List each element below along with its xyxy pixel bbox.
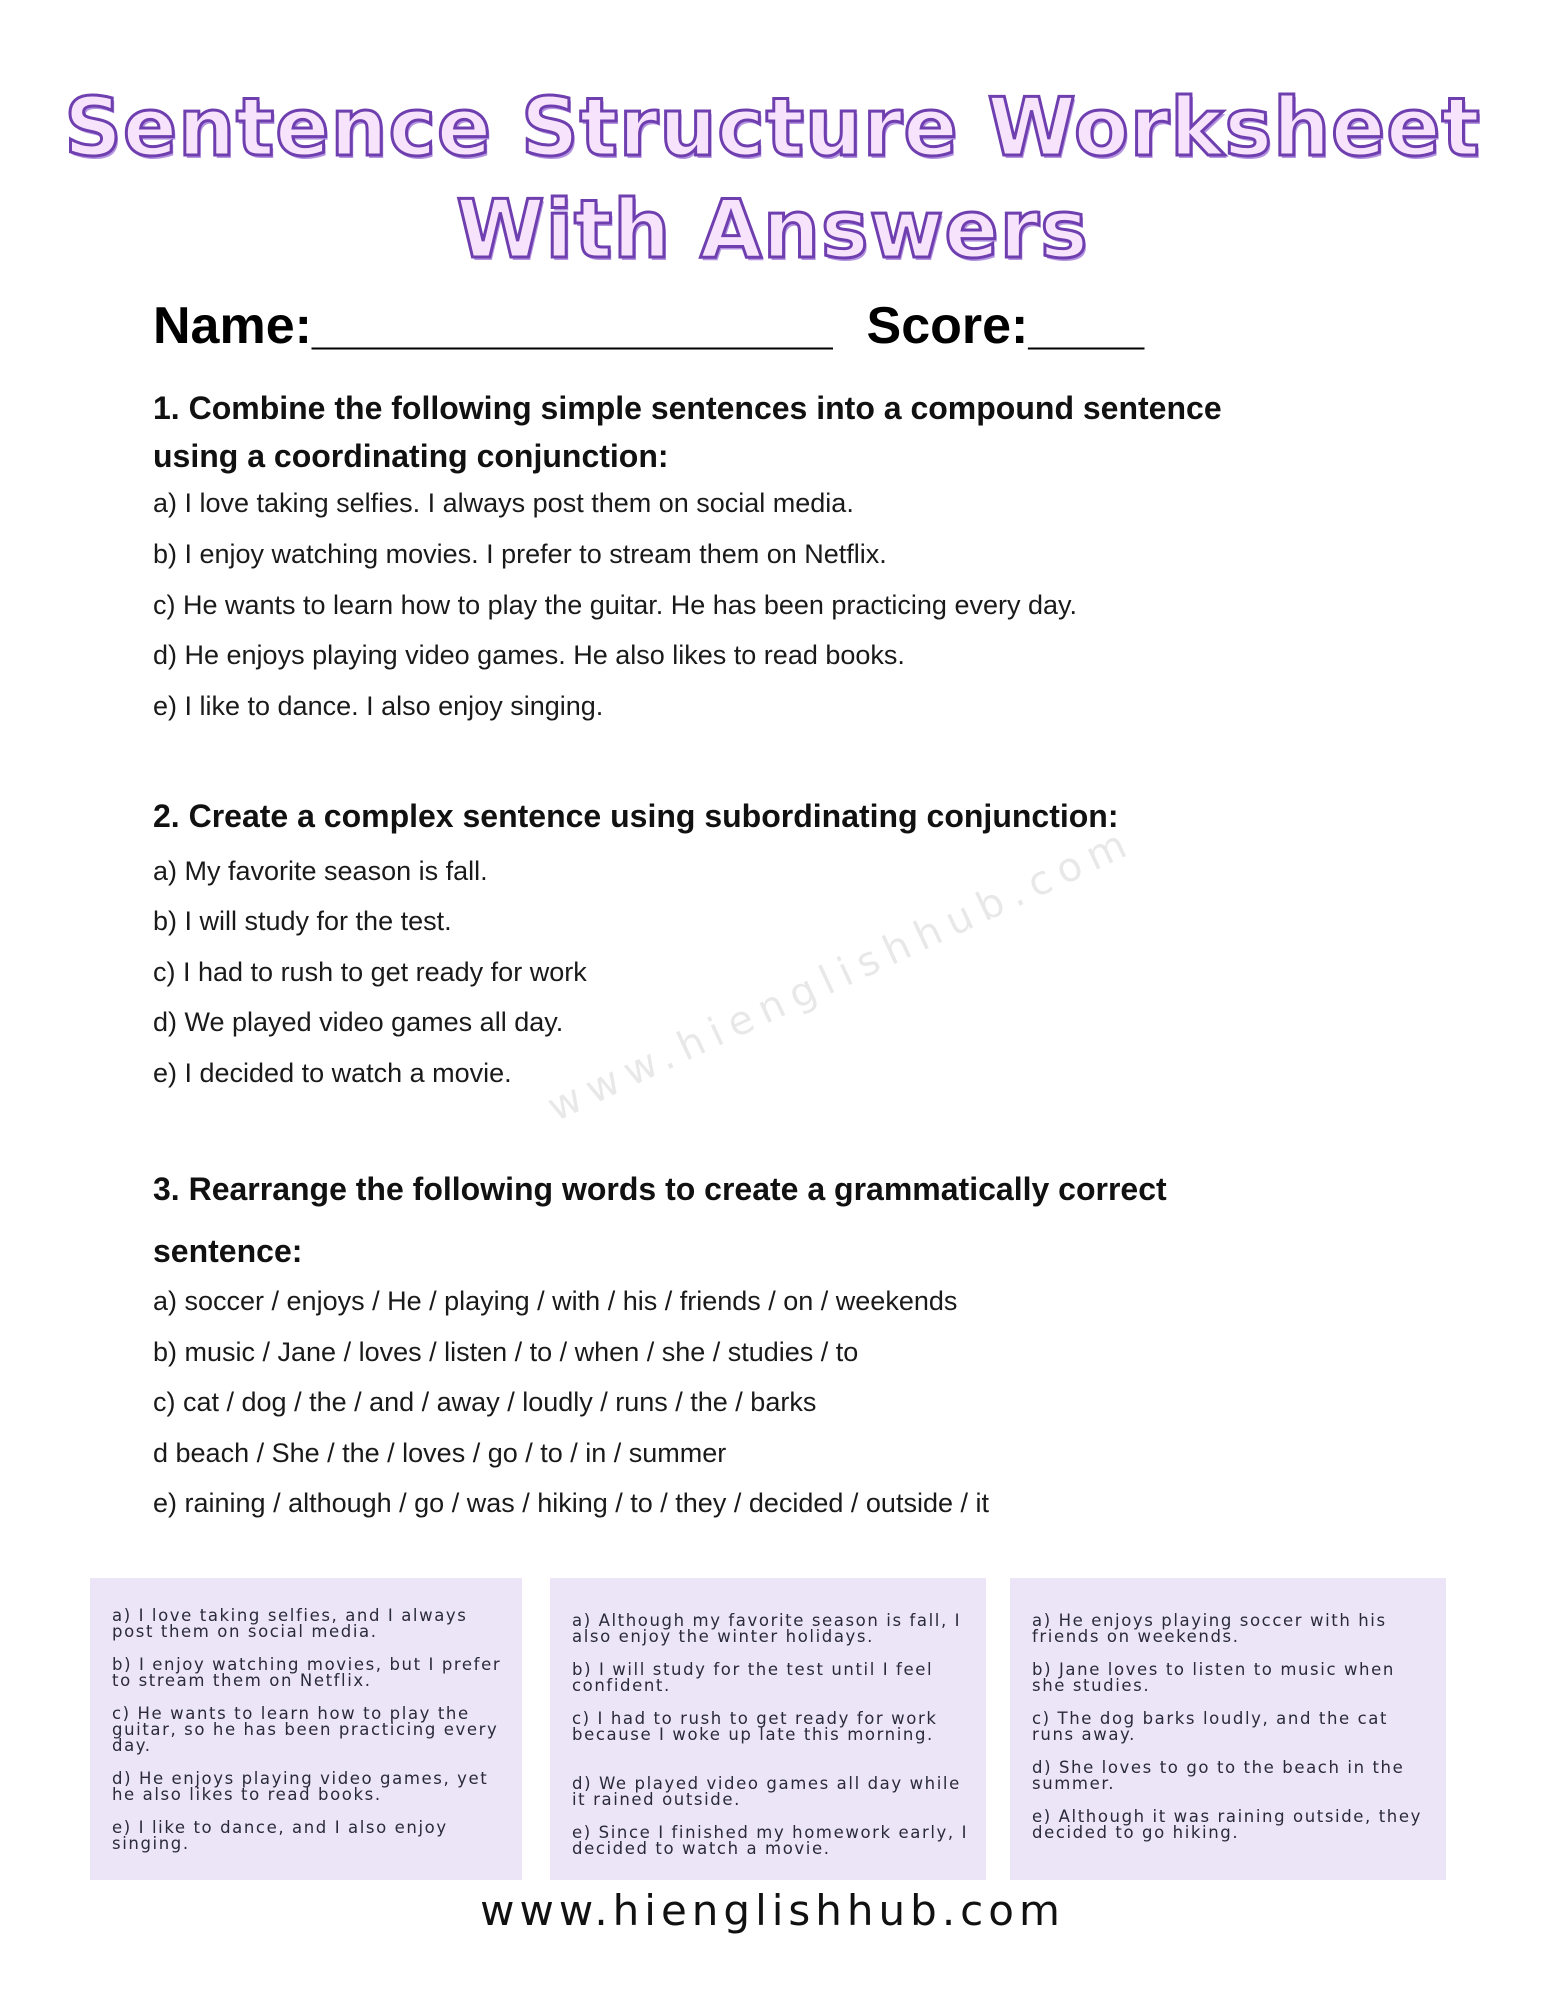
answer-3b: b) Jane loves to listen to music when she studies. [1032,1660,1395,1695]
answer-3e: e) Although it was raining outside, they decided to go hiking. [1032,1807,1422,1842]
section-3-item-c: c) cat / dog / the / and / away / loudly / runs / the / barks [153,1387,817,1417]
answer-3d: d) She loves to go to the beach in the summer. [1032,1758,1405,1793]
section-2-item-b: b) I will study for the test. [153,906,452,936]
section-2-heading [153,792,1119,840]
answer-1d: d) He enjoys playing video games, yet he also likes to read books. [112,1769,489,1804]
section-2-item-d: d) We played video games all day. [153,1007,564,1037]
section-3-heading-line2: sentence: [153,1233,303,1269]
section-1-heading-line1: 1. Combine the following simple sentences into a compound sentence [153,390,1222,426]
answer-1b: b) I enjoy watching movies, but I prefer to stream them on Netflix. [112,1655,502,1690]
section-1-heading [153,384,1222,480]
answer-3c: c) The dog barks loudly, and the cat runs away. [1032,1709,1389,1744]
answer-box-section-2 [550,1578,986,1880]
section-3-heading-line1: 3. Rearrange the following words to create a grammatically correct [153,1171,1167,1207]
answer-2a: a) Although my favorite season is fall, I also enjoy the winter holidays. [572,1611,962,1646]
answer-1a: a) I love taking selfies, and I always post them on social media. [112,1606,468,1641]
section-2-heading-line1: 2. Create a complex sentence using subordinating conjunction: [153,798,1119,834]
section-3-heading [153,1158,1167,1282]
name-score-bar [153,296,1144,356]
watermark: www.hienglishhub.com [540,818,1142,1131]
answer-1c: c) He wants to learn how to play the guitar, so he has been practicing every day. [112,1704,499,1755]
section-1-item-c: c) He wants to learn how to play the guitar. He has been practicing every day. [153,590,1077,620]
answer-box-section-3 [1010,1578,1446,1880]
section-2-item-e: e) I decided to watch a movie. [153,1058,512,1088]
section-3-item-d: d beach / She / the / loves / go / to / in / summer [153,1438,727,1468]
worksheet-title-line2: With Answers [456,183,1089,276]
section-2-item-a: a) My favorite season is fall. [153,856,488,886]
answer-1e: e) I like to dance, and I also enjoy singing. [112,1818,448,1853]
section-3-item-e: e) raining / although / go / was / hiking / to / they / decided / outside / it [153,1488,989,1518]
section-1-heading-line2: using a coordinating conjunction: [153,438,669,474]
answer-3a: a) He enjoys playing soccer with his friends on weekends. [1032,1611,1387,1646]
answer-2d: d) We played video games all day while it rained outside. [572,1774,961,1809]
section-3-item-b: b) music / Jane / loves / listen / to / when / she / studies / to [153,1337,859,1367]
answer-2b: b) I will study for the test until I feel confident. [572,1660,934,1695]
section-1-item-d: d) He enjoys playing video games. He also likes to read books. [153,640,905,670]
answer-2e: e) Since I finished my homework early, I decided to watch a movie. [572,1823,969,1858]
section-3-item-a: a) soccer / enjoys / He / playing / with / his / friends / on / weekends [153,1286,958,1316]
section-1-item-e: e) I like to dance. I also enjoy singing. [153,691,604,721]
score-field[interactable]: Score:____ [866,297,1145,355]
name-field[interactable]: Name:__________________ [153,297,833,355]
answer-box-section-1 [90,1578,522,1880]
footer-website-url[interactable]: www.hienglishhub.com [480,1886,1065,1935]
answer-2c: c) I had to rush to get ready for work because I woke up late this morning. [572,1709,938,1744]
section-1-item-a: a) I love taking selfies. I always post them on social media. [153,488,854,518]
worksheet-title-line1: Sentence Structure Worksheet [64,81,1481,174]
section-1-item-b: b) I enjoy watching movies. I prefer to stream them on Netflix. [153,539,887,569]
section-2-item-c: c) I had to rush to get ready for work [153,957,587,987]
